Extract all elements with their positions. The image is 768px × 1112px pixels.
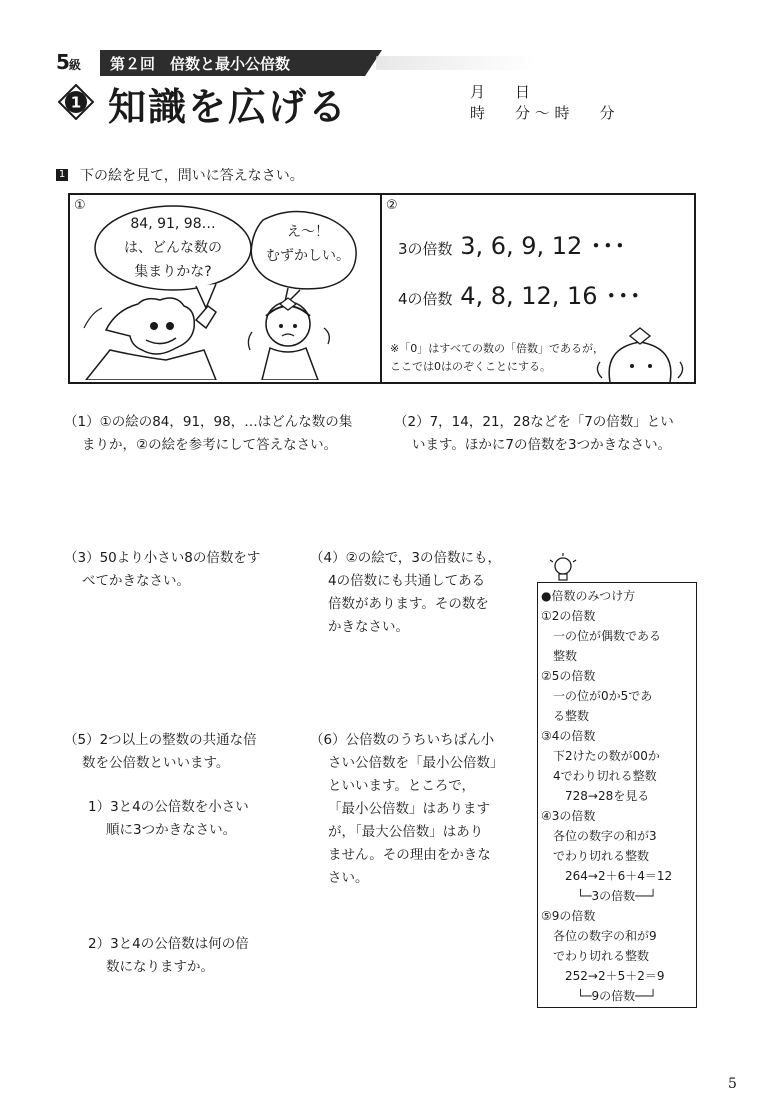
hint-line: 264→2＋6＋4＝12	[541, 869, 673, 883]
hint-line: 4でわり切れる整数	[541, 769, 657, 783]
problem-2: （2）7，14，21，28などを「7の倍数」とい います。ほかに7の倍数を3つかきなさい。	[394, 414, 674, 453]
hint-line: ①2の倍数	[541, 609, 596, 623]
panel2-note: ※「0」はすべての数の「倍数」であるが， ここでは0はのぞくことにする。	[390, 342, 604, 373]
header-decoration	[376, 56, 536, 70]
time-row: 時 分 ～ 時 分	[470, 104, 615, 122]
date-row: 月 日	[470, 83, 531, 101]
hint-line: 728→28を見る	[541, 789, 650, 803]
hint-content	[541, 586, 695, 1006]
hint-line: 各位の数字の和が3	[541, 829, 657, 843]
problem-1: （1）①の絵の84，91，98，…はどんな数の集 まりか，②の絵を参考にして答えなさい。	[64, 414, 353, 453]
hint-line: 下2けたの数が00か	[541, 749, 660, 763]
hint-line: でわり切れる整数	[541, 949, 650, 963]
problem-5-sub2: 2）3と4の公倍数は何の倍 数になりますか。	[88, 936, 249, 975]
section-number-diamond-icon	[58, 84, 94, 120]
section-number: 1	[70, 93, 82, 112]
problem-6: （6）公倍数のうちいちばん小 さい公倍数を「最小公倍数」 といいます。ところで， 「最小公倍数」はあります が，「最大公倍数」はあり ません。その理由をかきな さい。	[310, 732, 504, 886]
grade-level-badge: 5級	[56, 50, 80, 74]
hint-line: └─9の倍数──┘	[541, 989, 657, 1003]
panel1-bubble2: え～！ むずかしい。	[266, 224, 350, 264]
problem-3: （3）50より小さい8の倍数をす べてかきなさい。	[64, 550, 261, 589]
hint-line: ③4の倍数	[541, 729, 596, 743]
page-number: 5	[728, 1076, 737, 1092]
hint-line: ④3の倍数	[541, 809, 596, 823]
question-instruction: 下の絵を見て，問いに答えなさい。	[80, 168, 304, 184]
problem-5: （5）2つ以上の整数の共通な倍 数を公倍数といいます。	[64, 732, 257, 771]
hint-title: ●倍数のみつけ方	[541, 589, 636, 603]
lightbulb-icon	[546, 552, 580, 584]
multiples-of-4-row: 4の倍数 4, 8, 12, 16 ･･･	[398, 282, 642, 310]
problem-5-sub1: 1）3と4の公倍数を小さい 順に3つかきなさい。	[88, 799, 249, 838]
hint-line: 整数	[541, 649, 578, 663]
hint-line: └─3の倍数──┘	[541, 889, 657, 903]
section-title: 知識を広げる	[108, 85, 349, 129]
hint-line: 各位の数字の和が9	[541, 929, 657, 943]
comic-divider	[380, 193, 382, 384]
panel1-number: ①	[74, 198, 86, 213]
hint-line: でわり切れる整数	[541, 849, 650, 863]
panel2-number: ②	[386, 198, 398, 213]
panel1-bubble1: 84, 91, 98… は、どんな数の 集まりかな?	[124, 216, 222, 280]
question-number-box: 1	[56, 169, 68, 181]
panel2-girl-illustration	[590, 322, 690, 382]
lesson-title: 第２回 倍数と最小公倍数	[110, 55, 291, 73]
hint-line: 一の位が0か5であ	[541, 689, 653, 703]
hint-line: ②5の倍数	[541, 669, 596, 683]
multiples-of-3-row: 3の倍数 3, 6, 9, 12 ･･･	[398, 232, 626, 260]
date-time-fields	[470, 82, 615, 124]
hint-line: 252→2＋5＋2＝9	[541, 969, 665, 983]
hint-line: る整数	[541, 709, 590, 723]
hint-line: 一の位が偶数である	[541, 629, 662, 643]
hint-line: ⑤9の倍数	[541, 909, 596, 923]
problem-4: （4）②の絵で，3の倍数にも， 4の倍数にも共通してある 倍数があります。その数を かきなさい。	[310, 550, 502, 635]
